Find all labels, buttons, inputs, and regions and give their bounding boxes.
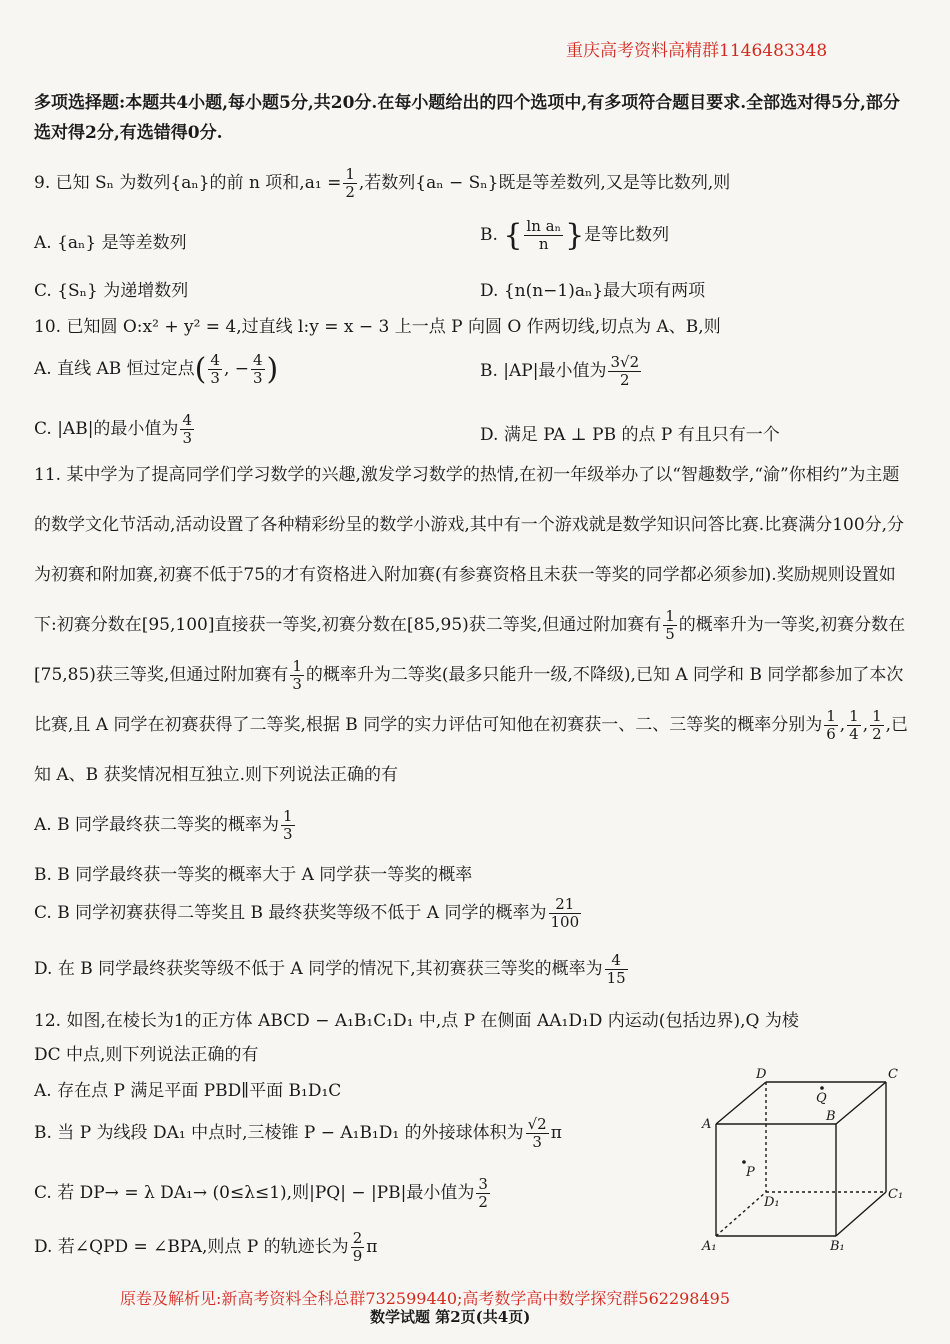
label-a: A [702, 1117, 712, 1132]
q11-option-c: C. B 同学初赛获得二等奖且 B 最终获奖等级不低于 A 同学的概率为 $\frac{21}{100}$ [34, 895, 580, 931]
header-watermark: 重庆高考资料高精群1146483348 [566, 41, 828, 61]
q9-optB-fraction: $\frac{\text{ln aₙ}}{n}$ [526, 217, 562, 253]
q9-option-a: A. {aₙ} 是等差数列 [34, 233, 187, 253]
q12-option-d: D. 若∠QPD = ∠BPA,则点 P 的轨迹长为 $\frac{2}{9}$ π [34, 1229, 378, 1265]
footer-watermark: 原卷及解析见:新高考资料全科总群732599440;高考数学高中数学探究群562298495 [120, 1289, 731, 1308]
cube-figure [690, 1066, 910, 1256]
page-number: 数学试题 第2页(共4页) [370, 1308, 531, 1326]
label-b1: B₁ [830, 1239, 845, 1254]
q9-a1-fraction: $\frac{1}{2}$ [345, 165, 355, 201]
q9-option-b: B. { $\frac{\text{ln aₙ}}{n}$ }是等比数列 [480, 217, 670, 253]
q12-option-c: C. 若 DP→ = λ DA₁→ (0≤λ≤1),则|PQ| − |PB|最小值为 $\frac{3}{2}$ [34, 1175, 488, 1211]
q9-stem: 9. 已知 Sₙ 为数列{aₙ}的前 n 项和,a₁ = $\frac{1}{2}$ ,若数列{aₙ − Sₙ}既是等差数列,又是等比数列,则 [34, 165, 731, 201]
q11-option-a: A. B 同学最终获二等奖的概率为 $\frac{1}{3}$ [34, 807, 293, 843]
label-b: B [826, 1109, 836, 1124]
q12-stem-line1: 12. 如图,在棱长为1的正方体 ABCD − A₁B₁C₁D₁ 中,点 P 在侧面 AA₁D₁D 内运动(包括边界),Q 为棱 [34, 1011, 799, 1031]
label-d1: D₁ [764, 1195, 780, 1210]
section-intro: 多项选择题:本题共4小题,每小题5分,共20分.在每小题给出的四个选项中,有多项符合题目要求.全部选对得5分,部分选对得2分,有选错得0分. [34, 93, 900, 143]
label-c: C [888, 1067, 898, 1082]
q11-option-b: B. B 同学最终获一等奖的概率大于 A 同学获一等奖的概率 [34, 865, 473, 885]
label-a1: A₁ [702, 1239, 717, 1254]
label-q: Q [816, 1091, 827, 1106]
label-d: D [756, 1067, 767, 1082]
label-p: P [746, 1165, 755, 1180]
q10-option-d: D. 满足 PA ⊥ PB 的点 P 有且只有一个 [480, 425, 780, 445]
q10-option-a: A. 直线 AB 恒过定点( $\frac{4}{3}$ , − $\frac{4}{3}$ ) [34, 351, 279, 387]
label-c1: C₁ [888, 1187, 904, 1202]
q9-option-c: C. {Sₙ} 为递增数列 [34, 281, 189, 301]
q12-stem-line2: DC 中点,则下列说法正确的有 [34, 1045, 259, 1065]
q10-option-b: B. |AP|最小值为 $\frac{3√2}{2}$ [480, 353, 640, 389]
q11-option-d: D. 在 B 同学最终获奖等级不低于 A 同学的情况下,其初赛获三等奖的概率为 $\frac{4}{15}$ [34, 951, 626, 987]
point-q [820, 1086, 824, 1090]
q10-stem: 10. 已知圆 O:x² + y² = 4,过直线 l:y = x − 3 上一点 P 向圆 O 作两切线,切点为 A、B,则 [34, 317, 721, 337]
point-p [742, 1160, 746, 1164]
q12-option-a: A. 存在点 P 满足平面 PBD∥平面 B₁D₁C [34, 1081, 342, 1101]
q12-option-b: B. 当 P 为线段 DA₁ 中点时,三棱锥 P − A₁B₁D₁ 的外接球体积为 $\frac{√2}{3}$ π [34, 1115, 562, 1151]
q9-option-d: D. {n(n−1)aₙ}最大项有两项 [480, 281, 706, 301]
q11-stem: 11. 某中学为了提高同学们学习数学的兴趣,激发学习数学的热情,在初一年级举办了以“智趣数学,“渝”你相约”为主题的数学文化节活动,活动设置了各种精彩纷呈的数学小游戏,其中有一个游戏就是数学知识问答比赛.比赛满分100分,分为初赛和附加赛,初赛不低于75的才有资格进入附加赛(有参赛资格且未获一等奖的同学都必须参加).奖励规则设置如下:初赛分数在[95,100]直接获一等奖,初赛分数在[85,95)获二等奖,但通过附加赛有 $\frac{1}{5}$ 的概率升为一等奖,初赛分数在[75,85)获三等奖,但通过附加赛有 $\frac{1}{3}$ 的概率升为二等奖(最多只能升一级,不降级),已知 A 同学和 B 同学都参加了本次比赛,且 A 同学在初赛获得了二等奖,根据 B 同学的实力评估可知他在初赛获一、二、三等奖的概率分别为 $\frac{1}{6}$ , $\frac{1}{4}$ , $\frac{1}{2}$ ,已知 A、B 获奖情况相互独立.则下列说法正确的有 [34, 465, 909, 785]
q10-option-c: C. |AB|的最小值为 $\frac{4}{3}$ [34, 411, 192, 447]
